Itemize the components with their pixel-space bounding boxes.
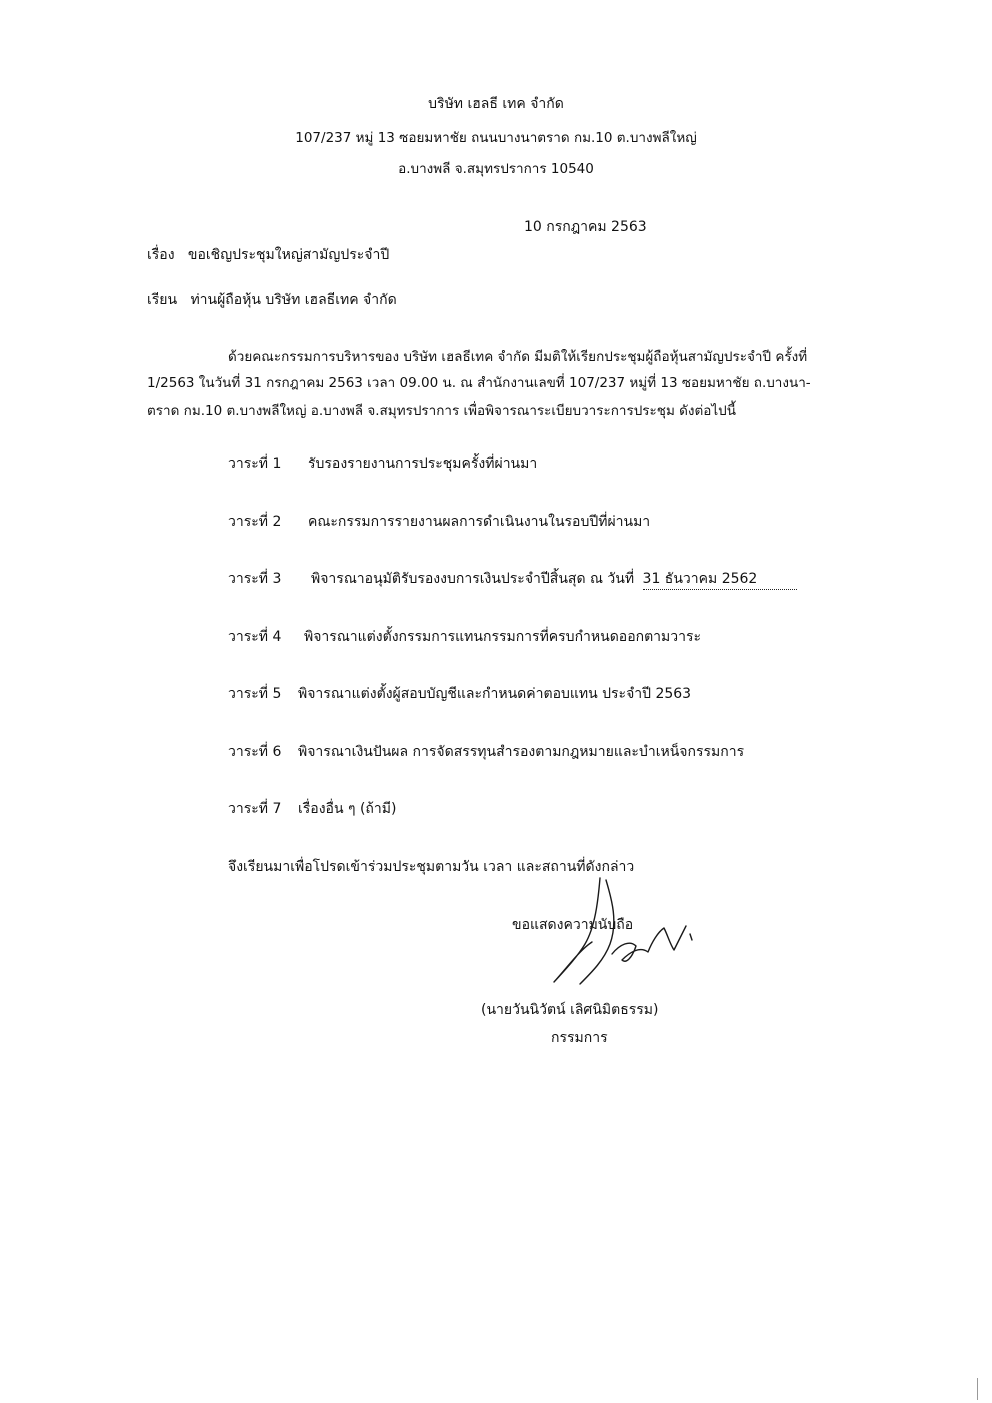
agenda-text-with-fill bbox=[311, 569, 797, 590]
body-line-3: ตราด กม.10 ต.บางพลีใหญ่ อ.บางพลี จ.สมุทรปราการ เพื่อพิจารณาระเบียบวาระการประชุม ดังต่อไปนี้ bbox=[147, 403, 736, 419]
signer-title: กรรมการ bbox=[551, 1030, 608, 1046]
signature-stroke bbox=[554, 878, 600, 982]
agenda-text: คณะกรรมการรายงานผลการดำเนินงานในรอบปีที่ผ่านมา bbox=[308, 514, 651, 530]
agenda-text: เรื่องอื่น ๆ (ถ้ามี) bbox=[298, 801, 397, 817]
company-address-line1: 107/237 หมู่ 13 ซอยมหาชัย ถนนบางนาตราด กม.10 ต.บางพลีใหญ่ bbox=[295, 130, 697, 146]
agenda-text: พิจารณาแต่งตั้งผู้สอบบัญชีและกำหนดค่าตอบแทน ประจำปี 2563 bbox=[298, 686, 692, 702]
agenda-number: วาระที่ 2 bbox=[228, 514, 282, 530]
company-address-line2: อ.บางพลี จ.สมุทรปราการ 10540 bbox=[398, 161, 594, 177]
signature-stroke bbox=[612, 926, 686, 961]
agenda-number: วาระที่ 7 bbox=[228, 801, 282, 817]
body-line-1: ด้วยคณะกรรมการบริหารของ บริษัท เฮลธีเทค จำกัด มีมติให้เรียกประชุมผู้ถือหุ้นสามัญประจำปี ครั้งที่ bbox=[228, 349, 808, 365]
salutation-line bbox=[147, 290, 397, 310]
agenda-number: วาระที่ 1 bbox=[228, 456, 282, 472]
signature-stroke bbox=[580, 880, 614, 984]
scan-edge-mark bbox=[977, 1378, 978, 1400]
agenda-number: วาระที่ 5 bbox=[228, 686, 282, 702]
subject-text: ขอเชิญประชุมใหญ่สามัญประจำปี bbox=[187, 247, 390, 263]
signer-name: (นายวันนิวัตน์ เลิศนิมิตธรรม) bbox=[481, 1002, 659, 1018]
closing-sentence: จึงเรียนมาเพื่อโปรดเข้าร่วมประชุมตามวัน เวลา และสถานที่ดังกล่าว bbox=[228, 859, 635, 875]
salutation-label: เรียน bbox=[147, 292, 178, 308]
agenda-text: พิจารณาแต่งตั้งกรรมการแทนกรรมการที่ครบกำหนดออกตามวาระ bbox=[304, 629, 702, 645]
agenda-number: วาระที่ 3 bbox=[228, 571, 282, 587]
agenda-text: พิจารณาเงินปันผล การจัดสรรทุนสำรองตามกฎหมายและบำเหน็จกรรมการ bbox=[298, 744, 745, 760]
signature-scribble bbox=[540, 872, 710, 990]
agenda-text: รับรองรายงานการประชุมครั้งที่ผ่านมา bbox=[308, 456, 538, 472]
agenda-number: วาระที่ 4 bbox=[228, 629, 282, 645]
subject-line bbox=[147, 245, 389, 265]
letter-date: 10 กรกฎาคม 2563 bbox=[524, 219, 647, 235]
regards: ขอแสดงความนับถือ bbox=[512, 917, 634, 933]
company-name: บริษัท เฮลธี เทค จำกัด bbox=[428, 96, 564, 112]
signature-stroke bbox=[690, 934, 692, 940]
agenda-text: พิจารณาอนุมัติรับรองงบการเงินประจำปีสิ้นสุด ณ วันที่ bbox=[311, 571, 635, 587]
agenda-fill-value: 31 ธันวาคม 2562 bbox=[643, 569, 798, 590]
salutation-text: ท่านผู้ถือหุ้น บริษัท เฮลธีเทค จำกัด bbox=[190, 292, 397, 308]
agenda-number: วาระที่ 6 bbox=[228, 744, 282, 760]
body-line-2: 1/2563 ในวันที่ 31 กรกฎาคม 2563 เวลา 09.00 น. ณ สำนักงานเลขที่ 107/237 หมู่ที่ 13 ซอยมหาชัย ถ.บางนา- bbox=[147, 375, 811, 391]
subject-label: เรื่อง bbox=[147, 247, 175, 263]
